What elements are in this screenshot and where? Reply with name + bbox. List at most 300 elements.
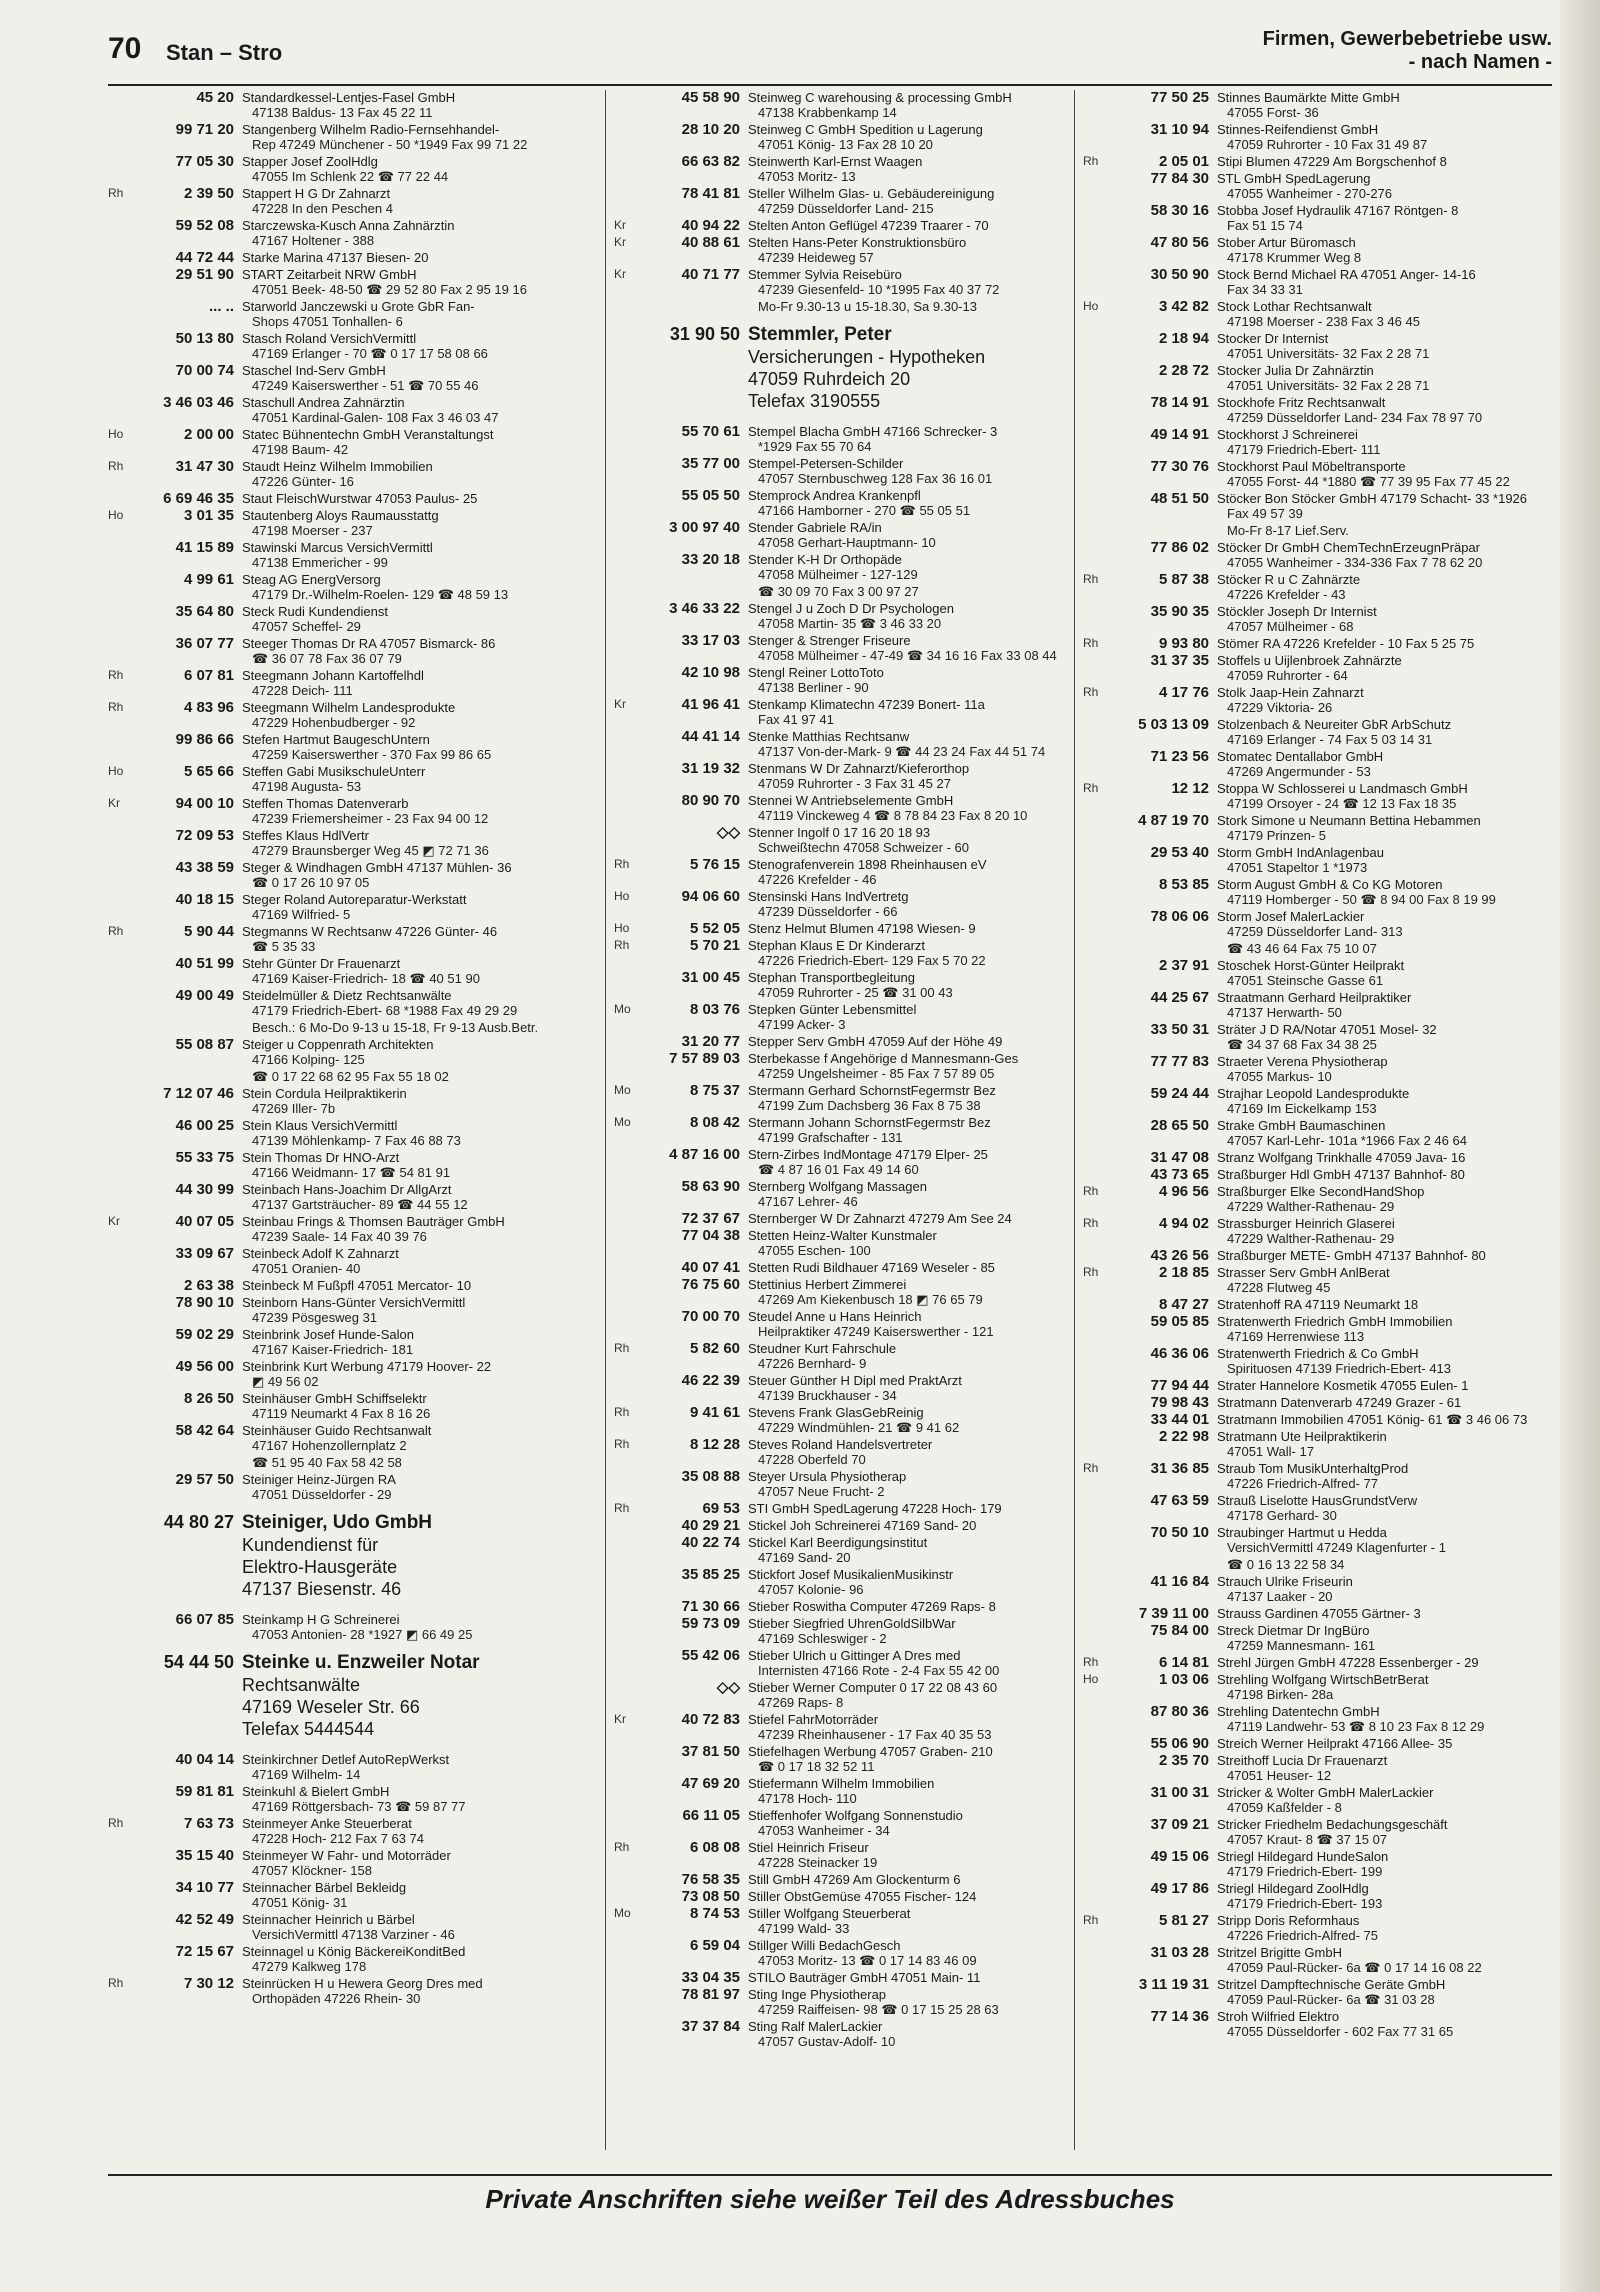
directory-entry bbox=[1083, 1461, 1553, 1491]
phone-number: 34 10 77 bbox=[175, 1879, 234, 1896]
district-tag: Rh bbox=[614, 938, 630, 952]
entry-text bbox=[748, 1437, 1074, 1467]
entry-address: 47199 Zum Dachsberg 36 Fax 8 75 38 bbox=[758, 1098, 981, 1113]
directory-entry bbox=[614, 1744, 1074, 1774]
district-tag bbox=[1083, 1753, 1113, 1783]
entry-address: Mo-Fr 9.30-13 u 15-18.30, Sa 9.30-13 bbox=[758, 299, 977, 314]
phone-number: 35 08 88 bbox=[681, 1468, 740, 1485]
entry-text bbox=[1217, 1945, 1553, 1975]
entry-address: Fax 51 15 74 bbox=[1227, 218, 1303, 233]
entry-text bbox=[1217, 1525, 1553, 1555]
entry-name: Stermann Johann SchornstFegermstr Bez bbox=[748, 1115, 991, 1130]
phone-number: 8 74 53 bbox=[689, 1905, 740, 1922]
directory-entry bbox=[614, 267, 1074, 297]
phone-number: 2 39 50 bbox=[183, 185, 234, 202]
entry-name: Steinborn Hans-Günter VersichVermittl bbox=[242, 1295, 466, 1310]
entry-address: 47051 Wall- 17 bbox=[1227, 1444, 1314, 1459]
entry-address: 47226 Krefelder - 46 bbox=[758, 872, 877, 887]
entry-text bbox=[1217, 1054, 1553, 1084]
entry-name: Stautenberg Aloys Raumausstattg bbox=[242, 508, 439, 523]
entry-address: 47051 Stapeltor 1 *1973 bbox=[1227, 860, 1368, 875]
directory-entry bbox=[1083, 604, 1553, 634]
entry-name: Starworld Janczewski u Grote GbR Fan- bbox=[242, 299, 475, 314]
page-header bbox=[108, 28, 1552, 86]
phone-number: 77 14 36 bbox=[1150, 2008, 1209, 2025]
district-tag: Ho bbox=[1083, 1672, 1099, 1686]
entry-name: Stawinski Marcus VersichVermittl bbox=[242, 540, 433, 555]
district-tag bbox=[614, 1648, 644, 1678]
entry-name: Storm GmbH IndAnlagenbau bbox=[1217, 845, 1384, 860]
directory-entry bbox=[614, 1808, 1074, 1838]
district-tag: Ho bbox=[108, 764, 124, 778]
district-tag: Rh bbox=[1083, 1913, 1099, 1927]
district-tag bbox=[108, 122, 138, 152]
entry-text bbox=[242, 1976, 578, 2006]
ad-lines bbox=[242, 1652, 578, 1740]
phone-number: 3 46 33 22 bbox=[669, 600, 740, 617]
entry-address: Mo-Fr 8-17 Lief.Serv. bbox=[1227, 523, 1349, 538]
entry-address: 47269 Angermunder - 53 bbox=[1227, 764, 1371, 779]
entry-name: Steinbach Hans-Joachim Dr AllgArzt bbox=[242, 1182, 452, 1197]
phone-number: 33 44 01 bbox=[1150, 1411, 1209, 1428]
directory-entry bbox=[614, 1987, 1074, 2017]
entry-text bbox=[242, 1912, 578, 1942]
district-tag: Rh bbox=[1083, 636, 1099, 650]
district-tag bbox=[614, 1616, 644, 1646]
directory-entry bbox=[1083, 1606, 1553, 1621]
district-tag bbox=[1083, 1118, 1113, 1148]
phone-number: 4 17 76 bbox=[1158, 684, 1209, 701]
directory-entry bbox=[108, 1612, 578, 1642]
entry-name: Sträter J D RA/Notar 47051 Mosel- 32 bbox=[1217, 1022, 1437, 1037]
district-tag bbox=[614, 90, 644, 120]
directory-entry bbox=[614, 186, 1074, 216]
directory-entry bbox=[614, 1228, 1074, 1258]
district-tag: Rh bbox=[614, 1405, 630, 1419]
entry-name: Steinmeyer W Fahr- und Motorräder bbox=[242, 1848, 451, 1863]
directory-entry bbox=[614, 921, 1074, 936]
district-tag bbox=[108, 956, 138, 986]
entry-text bbox=[748, 1373, 1074, 1403]
entry-text bbox=[1217, 1672, 1553, 1702]
entry-address: 47059 Ruhrorter - 10 Fax 31 49 87 bbox=[1227, 137, 1428, 152]
entry-name: Streich Werner Heilprakt 47166 Allee- 35 bbox=[1217, 1736, 1453, 1751]
entry-name: Steffes Klaus HdlVertr bbox=[242, 828, 369, 843]
directory-entry bbox=[614, 633, 1074, 663]
district-tag: Rh bbox=[1083, 154, 1099, 168]
district-tag bbox=[614, 1970, 644, 1985]
entry-name: Stratmann Datenverarb 47249 Grazer - 61 bbox=[1217, 1395, 1462, 1410]
entry-text bbox=[242, 732, 578, 762]
entry-address: ☎ 43 46 64 Fax 75 10 07 bbox=[1227, 941, 1377, 956]
entry-address: 47239 Rheinhausener - 17 Fax 40 35 53 bbox=[758, 1727, 992, 1742]
entry-text bbox=[1217, 1606, 1553, 1621]
entry-address: 47057 Kolonie- 96 bbox=[758, 1582, 864, 1597]
phone-number: 40 22 74 bbox=[681, 1534, 740, 1551]
entry-address: 47169 Schleswiger - 2 bbox=[758, 1631, 887, 1646]
phone-number: 2 05 01 bbox=[1158, 153, 1209, 170]
phone-number: 3 01 35 bbox=[183, 507, 234, 524]
entry-text bbox=[748, 633, 1074, 663]
directory-entry bbox=[1083, 1785, 1553, 1815]
district-tag bbox=[614, 520, 644, 550]
entry-address: 47057 Karl-Lehr- 101a *1966 Fax 2 46 64 bbox=[1227, 1133, 1467, 1148]
entry-text bbox=[748, 857, 1074, 887]
phone-number: 77 05 30 bbox=[175, 153, 234, 170]
directory-entry bbox=[614, 1680, 1074, 1710]
entry-name: Stockhorst J Schreinerei bbox=[1217, 427, 1358, 442]
entry-name: Stegmanns W Rechtsanw 47226 Günter- 46 bbox=[242, 924, 498, 939]
entry-name: Stein Cordula Heilpraktikerin bbox=[242, 1086, 407, 1101]
directory-entry bbox=[614, 1840, 1074, 1870]
entry-name: Stricker Friedhelm Bedachungsgeschäft bbox=[1217, 1817, 1448, 1832]
district-tag bbox=[1083, 1248, 1113, 1263]
directory-entry bbox=[614, 1616, 1074, 1646]
directory-entry bbox=[108, 427, 578, 457]
phone-number: 59 02 29 bbox=[175, 1326, 234, 1343]
entry-text bbox=[1217, 2009, 1553, 2039]
district-tag: Rh bbox=[614, 1840, 630, 1854]
entry-address: 47059 Ruhrorter - 3 Fax 31 45 27 bbox=[758, 776, 951, 791]
phone-number: 5 52 05 bbox=[689, 920, 740, 937]
entry-text bbox=[1217, 1216, 1553, 1246]
entry-text bbox=[1217, 717, 1553, 747]
directory-entry bbox=[1083, 1574, 1553, 1604]
entry-address: 47198 Birken- 28a bbox=[1227, 1687, 1334, 1702]
entry-name: Stieber Ulrich u Gittinger A Dres med bbox=[748, 1648, 961, 1663]
directory-entry bbox=[108, 331, 578, 361]
phone-number: 8 03 76 bbox=[689, 1001, 740, 1018]
district-tag bbox=[1083, 990, 1113, 1020]
phone-number bbox=[652, 299, 740, 314]
phone-number: 2 28 72 bbox=[1158, 362, 1209, 379]
phone-number: 76 58 35 bbox=[681, 1871, 740, 1888]
entry-name: Steudner Kurt Fahrschule bbox=[748, 1341, 897, 1356]
entry-text bbox=[748, 1567, 1074, 1597]
phone-number: 55 06 90 bbox=[1150, 1735, 1209, 1752]
directory-entry bbox=[614, 1906, 1074, 1936]
phone-number: 5 65 66 bbox=[183, 763, 234, 780]
ad-line: 47169 Weseler Str. 66 bbox=[242, 1697, 420, 1717]
phone-number: 31 20 77 bbox=[681, 1033, 740, 1050]
entry-text bbox=[748, 665, 1074, 695]
district-tag: Kr bbox=[614, 235, 626, 249]
directory-entry bbox=[614, 584, 1074, 599]
directory-entry bbox=[108, 668, 578, 698]
entry-name: Stemmer Sylvia Reisebüro bbox=[748, 267, 902, 282]
entry-address: *1929 Fax 55 70 64 bbox=[758, 439, 872, 454]
district-tag bbox=[108, 267, 138, 297]
entry-address: 47249 Kaiserswerther - 51 ☎ 70 55 46 bbox=[252, 378, 479, 393]
entry-text bbox=[1217, 459, 1553, 489]
directory-entry bbox=[1083, 1167, 1553, 1182]
phone-number: 2 18 94 bbox=[1158, 330, 1209, 347]
phone-number: 33 20 18 bbox=[681, 551, 740, 568]
directory-entry bbox=[1083, 1655, 1553, 1670]
entry-address: 47059 Ruhrorter - 25 ☎ 31 00 43 bbox=[758, 985, 953, 1000]
district-tag bbox=[614, 825, 644, 855]
directory-entry bbox=[108, 186, 578, 216]
entry-text bbox=[242, 860, 578, 890]
entry-text bbox=[748, 970, 1074, 1000]
directory-entry bbox=[108, 491, 578, 506]
entry-address: Fax 34 33 31 bbox=[1227, 282, 1303, 297]
district-tag bbox=[614, 1469, 644, 1499]
entry-name: Stephan Transportbegleitung bbox=[748, 970, 915, 985]
entry-text bbox=[1217, 1395, 1553, 1410]
entry-text bbox=[748, 1469, 1074, 1499]
entry-name: Steinrücken H u Hewera Georg Dres med bbox=[242, 1976, 483, 1991]
directory-entry bbox=[108, 988, 578, 1018]
entry-name: Straeter Verena Physiotherap bbox=[1217, 1054, 1388, 1069]
district-tag: Rh bbox=[108, 700, 124, 714]
directory-entry bbox=[614, 90, 1074, 120]
entry-address: 47169 Röttgersbach- 73 ☎ 59 87 77 bbox=[252, 1799, 466, 1814]
entry-text bbox=[748, 1260, 1074, 1275]
entry-name: Strasser Serv GmbH AnlBerat bbox=[1217, 1265, 1390, 1280]
directory-entry bbox=[108, 1912, 578, 1942]
phone-number: 47 63 59 bbox=[1150, 1492, 1209, 1509]
phone-number: 7 57 89 03 bbox=[669, 1050, 740, 1067]
district-tag: Rh bbox=[614, 1501, 630, 1515]
directory-entry bbox=[1083, 653, 1553, 683]
directory-entry bbox=[614, 1970, 1074, 1985]
entry-address: 47228 Steinacker 19 bbox=[758, 1855, 878, 1870]
entry-text bbox=[748, 299, 1074, 314]
entry-text bbox=[1217, 941, 1553, 956]
entry-name: Stickel Joh Schreinerei 47169 Sand- 20 bbox=[748, 1518, 977, 1533]
entry-text bbox=[242, 1182, 578, 1212]
district-tag bbox=[108, 1278, 138, 1293]
entry-address: 47051 König- 13 Fax 28 10 20 bbox=[758, 137, 933, 152]
entry-text bbox=[748, 1309, 1074, 1339]
phone-number: 37 09 21 bbox=[1150, 1816, 1209, 1833]
entry-text bbox=[1217, 845, 1553, 875]
phone-number: 2 63 38 bbox=[183, 1277, 234, 1294]
phone-number: 40 07 05 bbox=[175, 1213, 234, 1230]
entry-name: Steiger u Coppenrath Architekten bbox=[242, 1037, 434, 1052]
entry-address: 47058 Mülheimer - 127-129 bbox=[758, 567, 918, 582]
directory-entry bbox=[1083, 1817, 1553, 1847]
directory-entry bbox=[108, 1472, 578, 1502]
directory-entry bbox=[1083, 1378, 1553, 1393]
entry-name: Stetten Heinz-Walter Kunstmaler bbox=[748, 1228, 937, 1243]
ad-line: 47059 Ruhrdeich 20 bbox=[748, 369, 911, 389]
district-tag bbox=[614, 1680, 644, 1710]
entry-text bbox=[1217, 1248, 1553, 1263]
entry-text bbox=[242, 1423, 578, 1453]
entry-text bbox=[1217, 604, 1553, 634]
entry-address: 47167 Kaiser-Friedrich- 181 bbox=[252, 1342, 414, 1357]
entry-address: 47051 Heuser- 12 bbox=[1227, 1768, 1332, 1783]
entry-name: Steegmann Johann Kartoffelhdl bbox=[242, 668, 424, 683]
entry-address: 47058 Martin- 35 ☎ 3 46 33 20 bbox=[758, 616, 942, 631]
directory-entry bbox=[108, 1752, 578, 1782]
district-tag: Rh bbox=[1083, 1184, 1099, 1198]
district-tag: Rh bbox=[108, 668, 124, 682]
entry-text bbox=[1217, 122, 1553, 152]
entry-name: Stickel Karl Beerdigungsinstitut bbox=[748, 1535, 928, 1550]
entry-address: 47169 Wilfried- 5 bbox=[252, 907, 351, 922]
entry-address: 47269 Raps- 8 bbox=[758, 1695, 844, 1710]
district-tag bbox=[1083, 1150, 1113, 1165]
entry-text bbox=[242, 186, 578, 216]
entry-address: 47053 Moritz- 13 ☎ 0 17 14 83 46 09 bbox=[758, 1953, 977, 1968]
entry-text bbox=[748, 1405, 1074, 1435]
phone-number: 5 87 38 bbox=[1158, 571, 1209, 588]
entry-name: Strater Hannelore Kosmetik 47055 Eulen- 1 bbox=[1217, 1378, 1469, 1393]
directory-entry bbox=[614, 1535, 1074, 1565]
entry-text bbox=[242, 1784, 578, 1814]
directory-entry bbox=[1083, 1849, 1553, 1879]
directory-entry bbox=[614, 697, 1074, 727]
entry-name: Strajhar Leopold Landesprodukte bbox=[1217, 1086, 1410, 1101]
ad-lines bbox=[748, 324, 1074, 412]
directory-entry bbox=[614, 520, 1074, 550]
entry-text bbox=[242, 796, 578, 826]
entry-text bbox=[748, 424, 1074, 454]
entry-text bbox=[1217, 1655, 1553, 1670]
district-tag bbox=[1083, 2009, 1113, 2039]
district-tag bbox=[108, 1182, 138, 1212]
entry-address: 47055 Forst- 36 bbox=[1227, 105, 1319, 120]
district-tag bbox=[1083, 1606, 1113, 1621]
phone-number: 66 63 82 bbox=[681, 153, 740, 170]
entry-address: 47138 Krabbenkamp 14 bbox=[758, 105, 897, 120]
entry-text bbox=[748, 1616, 1074, 1646]
phone-number: 5 82 60 bbox=[689, 1340, 740, 1357]
entry-text bbox=[748, 1034, 1074, 1049]
phone-number: 43 38 59 bbox=[175, 859, 234, 876]
entry-address: 47179 Dr.-Wilhelm-Roelen- 129 ☎ 48 59 13 bbox=[252, 587, 509, 602]
entry-address: 47051 Kardinal-Galen- 108 Fax 3 46 03 47 bbox=[252, 410, 499, 425]
directory-entry bbox=[614, 2019, 1074, 2049]
phone-number: 33 50 31 bbox=[1150, 1021, 1209, 1038]
entry-text bbox=[242, 540, 578, 570]
entry-name: Staut FleischWurstwar 47053 Paulus- 25 bbox=[242, 491, 478, 506]
directory-entry bbox=[614, 1518, 1074, 1533]
entry-name: Stein Klaus VersichVermittl bbox=[242, 1118, 398, 1133]
district-tag bbox=[1083, 717, 1113, 747]
entry-text bbox=[242, 1214, 578, 1244]
entry-text bbox=[242, 956, 578, 986]
directory-entry bbox=[1083, 1525, 1553, 1555]
phone-number: 4 94 02 bbox=[1158, 1215, 1209, 1232]
entry-address: 47119 Landwehr- 53 ☎ 8 10 23 Fax 8 12 29 bbox=[1227, 1719, 1485, 1734]
directory-entry bbox=[614, 970, 1074, 1000]
ad-line: Elektro-Hausgeräte bbox=[242, 1557, 398, 1577]
phone-number: 6 08 08 bbox=[689, 1839, 740, 1856]
entry-name: Stipi Blumen 47229 Am Borgschenhof 8 bbox=[1217, 154, 1447, 169]
entry-address: 47259 Düsseldorfer Land- 215 bbox=[758, 201, 934, 216]
entry-text bbox=[748, 1680, 1074, 1710]
directory-entry bbox=[1083, 781, 1553, 811]
entry-address: 47055 Wanheimer - 334-336 Fax 7 78 62 20 bbox=[1227, 555, 1483, 570]
directory-entry bbox=[614, 1712, 1074, 1742]
directory-entry bbox=[1083, 1412, 1553, 1427]
district-tag bbox=[614, 1277, 644, 1307]
entry-name: Stiefelhagen Werbung 47057 Graben- 210 bbox=[748, 1744, 993, 1759]
entry-address: 47059 Paul-Rücker- 6a ☎ 0 17 14 16 08 22 bbox=[1227, 1960, 1482, 1975]
directory-entry bbox=[108, 508, 578, 538]
entry-name: Staschel Ind-Serv GmbH bbox=[242, 363, 386, 378]
entry-address: ☎ 4 87 16 01 Fax 49 14 60 bbox=[758, 1162, 919, 1177]
district-tag: Rh bbox=[1083, 572, 1099, 586]
phone-number: 5 70 21 bbox=[689, 937, 740, 954]
entry-text bbox=[242, 1359, 578, 1389]
phone-number: 8 26 50 bbox=[183, 1390, 234, 1407]
directory-entry bbox=[1083, 1945, 1553, 1975]
entry-name: Storm August GmbH & Co KG Motoren bbox=[1217, 877, 1443, 892]
entry-name: Strassburger Heinrich Glaserei bbox=[1217, 1216, 1395, 1231]
entry-name: Stritzel Dampftechnische Geräte GmbH bbox=[1217, 1977, 1446, 1992]
entry-name: Stockhorst Paul Möbeltransporte bbox=[1217, 459, 1406, 474]
entry-text bbox=[1217, 154, 1553, 169]
entry-name: Stratenwerth Friedrich & Co GmbH bbox=[1217, 1346, 1419, 1361]
entry-name: STL GmbH SpedLagerung bbox=[1217, 171, 1371, 186]
entry-address: ☎ 0 17 22 68 62 95 Fax 55 18 02 bbox=[252, 1069, 449, 1084]
phone-number: 31 10 94 bbox=[1150, 121, 1209, 138]
entry-name: Strauß Liselotte HausGrundstVerw bbox=[1217, 1493, 1418, 1508]
advertisement-entry bbox=[108, 1512, 578, 1600]
directory-entry bbox=[614, 889, 1074, 919]
phone-number: 3 42 82 bbox=[1158, 298, 1209, 315]
directory-entry bbox=[108, 540, 578, 570]
entry-name: Stillger Willi BedachGesch bbox=[748, 1938, 901, 1953]
district-tag bbox=[108, 1150, 138, 1180]
entry-address: 47119 Vinckeweg 4 ☎ 8 78 84 23 Fax 8 20 10 bbox=[758, 808, 1028, 823]
district-tag bbox=[108, 331, 138, 361]
entry-name: Stengel J u Zoch D Dr Psychologen bbox=[748, 601, 954, 616]
entry-address: ☎ 0 17 26 10 97 05 bbox=[252, 875, 370, 890]
entry-text bbox=[748, 825, 1074, 855]
phone-number: 47 69 20 bbox=[681, 1775, 740, 1792]
directory-entry bbox=[1083, 122, 1553, 152]
entry-address: ☎ 30 09 70 Fax 3 00 97 27 bbox=[758, 584, 919, 599]
entry-text bbox=[748, 1872, 1074, 1887]
entry-name: Stocker Julia Dr Zahnärztin bbox=[1217, 363, 1374, 378]
directory-entry bbox=[614, 1179, 1074, 1209]
directory-entry bbox=[614, 456, 1074, 486]
directory-entry bbox=[108, 764, 578, 794]
entry-address: 47228 Hoch- 212 Fax 7 63 74 bbox=[252, 1831, 425, 1846]
phone-number: 44 72 44 bbox=[175, 249, 234, 266]
phone-number: 48 51 50 bbox=[1150, 490, 1209, 507]
district-tag: Rh bbox=[614, 1437, 630, 1451]
directory-entry bbox=[1083, 1314, 1553, 1344]
entry-address: 47199 Orsoyer - 24 ☎ 12 13 Fax 18 35 bbox=[1227, 796, 1457, 811]
entry-text bbox=[242, 363, 578, 393]
entry-text bbox=[748, 1228, 1074, 1258]
entry-address: 47239 Friemersheimer - 23 Fax 94 00 12 bbox=[252, 811, 489, 826]
entry-address: VersichVermittl 47249 Klagenfurter - 1 bbox=[1227, 1540, 1446, 1555]
district-tag bbox=[614, 1373, 644, 1403]
entry-text bbox=[242, 331, 578, 361]
entry-text bbox=[242, 299, 578, 329]
entry-text bbox=[242, 508, 578, 538]
entry-address: 47169 Herrenwiese 113 bbox=[1227, 1329, 1365, 1344]
entry-text bbox=[1217, 1574, 1553, 1604]
phone-number: 76 75 60 bbox=[681, 1276, 740, 1293]
entry-address: 47119 Neumarkt 4 Fax 8 16 26 bbox=[252, 1406, 431, 1421]
entry-name: Straubinger Hartmut u Hedda bbox=[1217, 1525, 1387, 1540]
entry-name: Strauss Gardinen 47055 Gärtner- 3 bbox=[1217, 1606, 1421, 1621]
directory-entry bbox=[1083, 990, 1553, 1020]
district-tag bbox=[1083, 1736, 1113, 1751]
entry-name: Stratmann Ute Heilpraktikerin bbox=[1217, 1429, 1387, 1444]
entry-text bbox=[1217, 653, 1553, 683]
directory-entry bbox=[1083, 845, 1553, 875]
